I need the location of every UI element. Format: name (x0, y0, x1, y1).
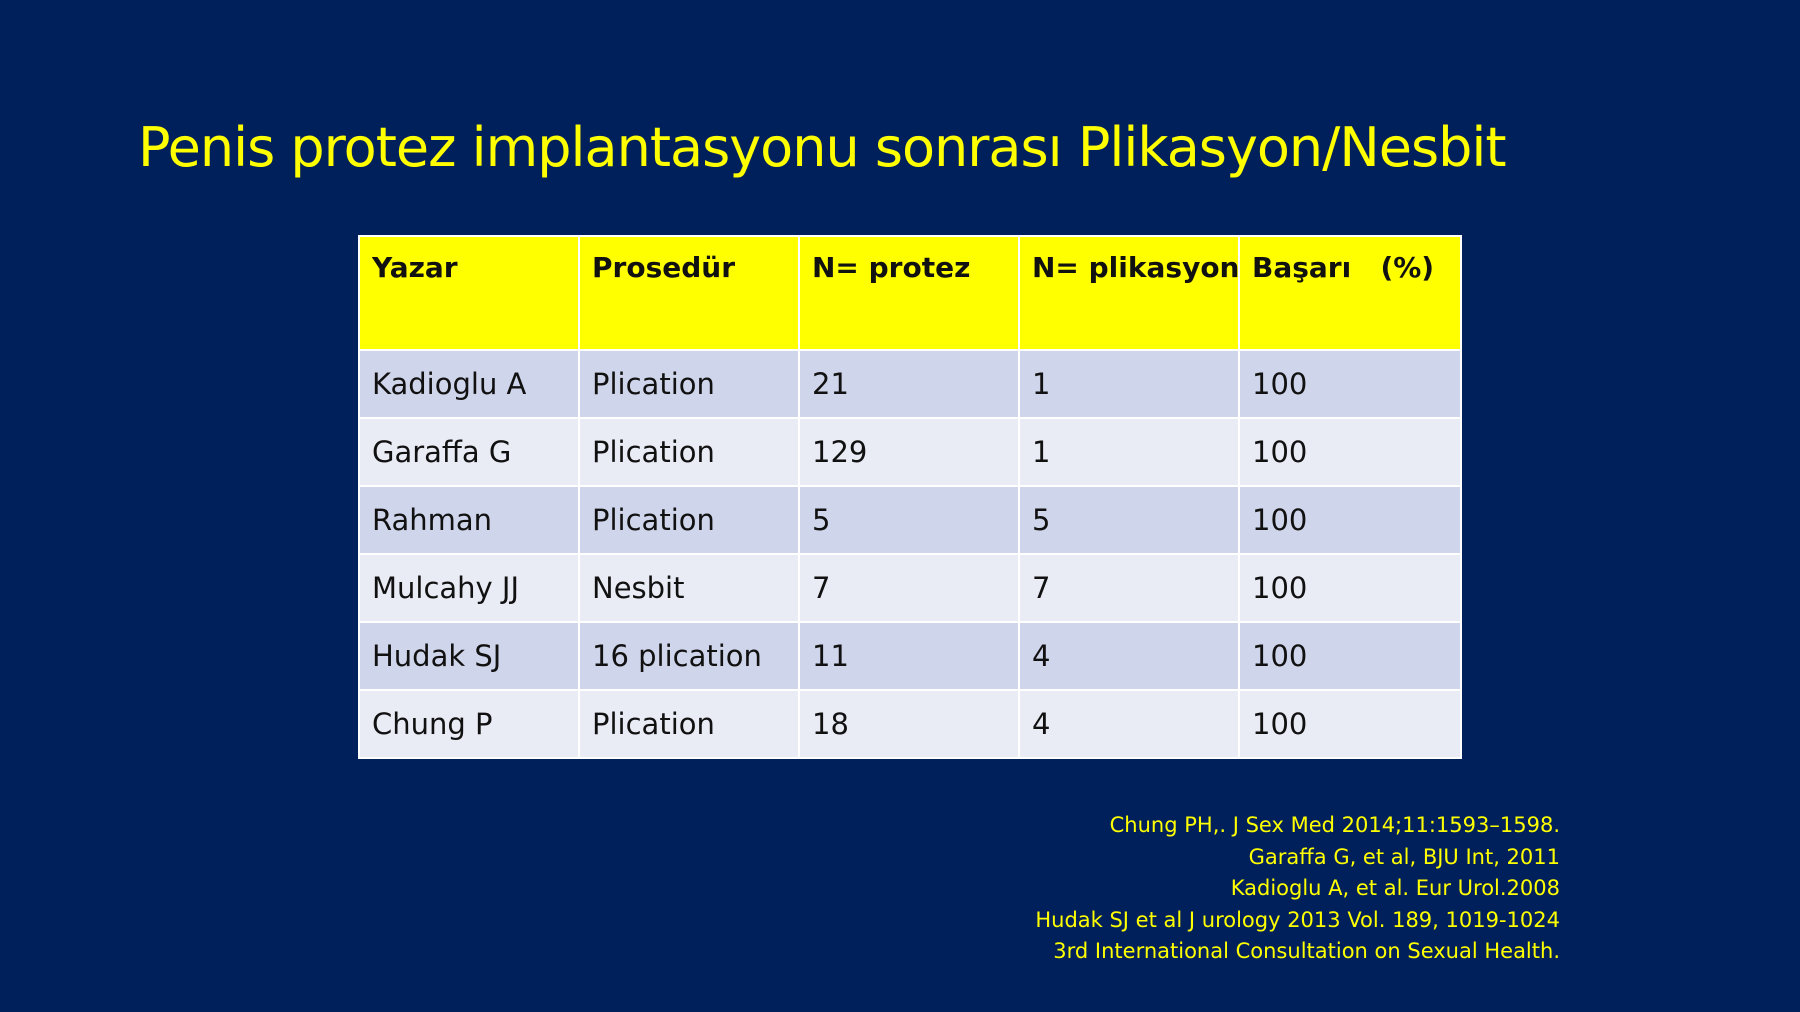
slide-title: Penis protez implantasyonu sonrası Plikasyon/Nesbit (138, 116, 1506, 179)
header-prosedur: Prosedür (579, 236, 799, 350)
cell-n-protez: 11 (799, 622, 1019, 690)
cell-n-protez: 18 (799, 690, 1019, 758)
cell-n-plikasyon: 7 (1019, 554, 1239, 622)
table-header-row (359, 236, 1461, 350)
header-n-protez: N= protez (799, 236, 1019, 350)
cell-basari: 100 (1239, 690, 1461, 758)
cell-prosedur: Plication (579, 690, 799, 758)
results-table (358, 235, 1462, 759)
cell-n-plikasyon: 5 (1019, 486, 1239, 554)
cell-n-plikasyon: 1 (1019, 350, 1239, 418)
reference-line: Hudak SJ et al J urology 2013 Vol. 189, 1019-1024 (1035, 907, 1560, 932)
table-row (359, 622, 1461, 690)
header-basari: Başarı (%) (1239, 236, 1461, 350)
table-row (359, 690, 1461, 758)
table-row (359, 554, 1461, 622)
cell-n-plikasyon: 1 (1019, 418, 1239, 486)
cell-yazar: Hudak SJ (359, 622, 579, 690)
cell-n-protez: 5 (799, 486, 1019, 554)
cell-n-protez: 7 (799, 554, 1019, 622)
cell-yazar: Chung P (359, 690, 579, 758)
cell-yazar: Rahman (359, 486, 579, 554)
cell-basari: 100 (1239, 486, 1461, 554)
cell-basari: 100 (1239, 554, 1461, 622)
cell-n-plikasyon: 4 (1019, 622, 1239, 690)
cell-prosedur: 16 plication (579, 622, 799, 690)
cell-prosedur: Nesbit (579, 554, 799, 622)
cell-basari: 100 (1239, 622, 1461, 690)
table-row (359, 418, 1461, 486)
table-row (359, 486, 1461, 554)
cell-n-protez: 21 (799, 350, 1019, 418)
cell-yazar: Mulcahy JJ (359, 554, 579, 622)
reference-line: 3rd International Consultation on Sexual Health. (1053, 939, 1560, 963)
cell-yazar: Kadioglu A (359, 350, 579, 418)
header-yazar: Yazar (359, 236, 579, 350)
header-n-plikasyon: N= plikasyon (1019, 236, 1239, 350)
cell-yazar: Garaffa G (359, 418, 579, 486)
cell-n-protez: 129 (799, 418, 1019, 486)
cell-basari: 100 (1239, 350, 1461, 418)
references-block (1035, 810, 1560, 968)
cell-basari: 100 (1239, 418, 1461, 486)
cell-prosedur: Plication (579, 350, 799, 418)
table-row (359, 350, 1461, 418)
reference-line: Garaffa G, et al, BJU Int, 2011 (1248, 844, 1560, 869)
cell-prosedur: Plication (579, 486, 799, 554)
reference-line: Chung PH,. J Sex Med 2014;11:1593–1598. (1109, 813, 1560, 837)
cell-n-plikasyon: 4 (1019, 690, 1239, 758)
cell-prosedur: Plication (579, 418, 799, 486)
reference-line: Kadioglu A, et al. Eur Urol.2008 (1230, 876, 1560, 900)
